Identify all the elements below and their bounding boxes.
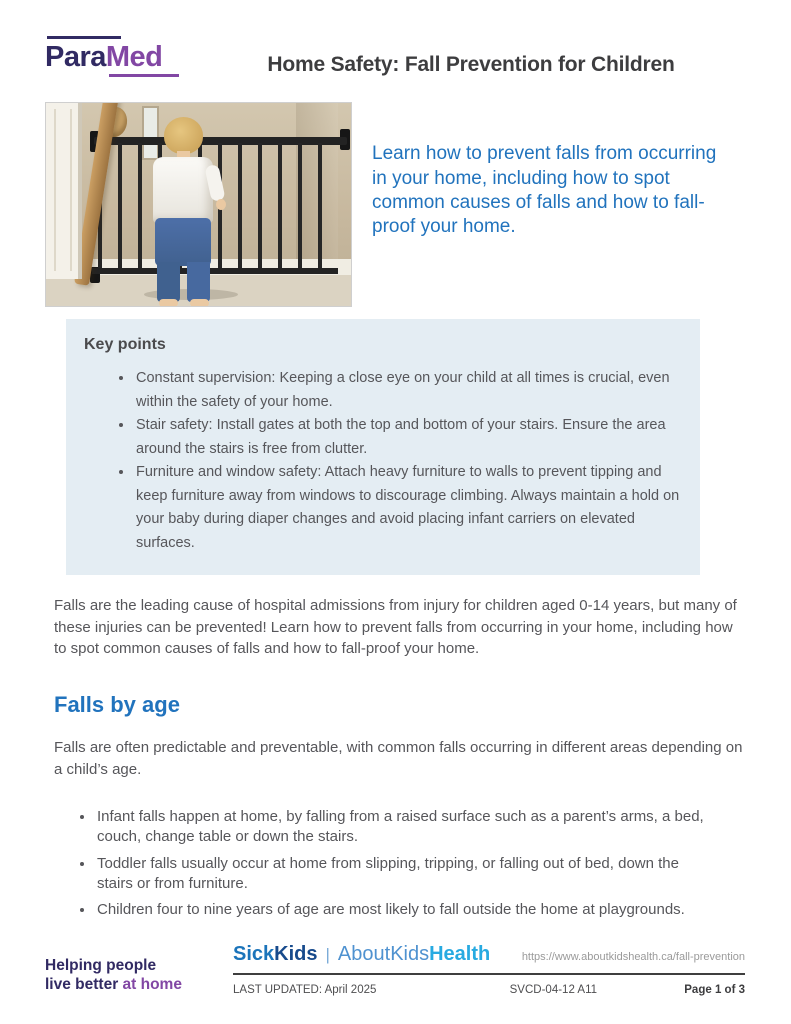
last-updated-text: LAST UPDATED: April 2025 (233, 984, 377, 996)
logo-divider: | (325, 945, 330, 964)
toddler-left-leg (157, 262, 180, 302)
falls-by-age-list (54, 807, 745, 927)
document-code: SVCD-04-12 A11 (509, 984, 598, 996)
page-footer (45, 943, 745, 996)
paramed-logo-text (45, 42, 197, 72)
footer-logo-row (233, 943, 745, 966)
page-number: Page 1 of 3 (684, 984, 745, 996)
logo-bottom-rule (109, 74, 179, 77)
logo-text-med: Med (105, 41, 163, 73)
key-point-item: • Constant supervision: Keeping a close eye on your child at all times is crucial, even within the safety of your home. (134, 367, 686, 414)
door-groove (70, 109, 72, 271)
tagline-line2 (45, 976, 233, 995)
stair-gate-photo (45, 102, 352, 307)
paramed-logo (45, 36, 197, 77)
page-header (45, 36, 745, 77)
key-point-item: • Furniture and window safety: Attach heavy furniture to walls to prevent tipping and keep furniture away from windows to discourage climbing. Always maintain a hold on your baby during diaper changes and avoid placing infant carriers on elevated surfaces. (134, 461, 686, 555)
intro-paragraph: Falls are the leading cause of hospital admissions from injury for children aged 0-14 years, but many of these injuries can be prevented! Learn how to prevent falls from occurring in your home, including how to spot common causes of falls and how to fall-proof your home. (54, 597, 737, 657)
tagline-at-home: at home (122, 976, 182, 994)
key-points-heading: Key points (84, 336, 166, 354)
key-points-list (84, 367, 686, 555)
footer-right-block (233, 943, 745, 996)
akh-logo-health: Health (429, 943, 491, 965)
tagline-live-better: live better (45, 976, 123, 994)
footer-meta-row (233, 984, 745, 996)
footer-rule (233, 973, 745, 975)
logo-top-rule (47, 36, 121, 39)
paramed-tagline (45, 957, 233, 996)
list-item: • Infant falls happen at home, by falling from a raised surface such as a parent’s arms, a bed, couch, change table or down the stairs. (95, 807, 715, 848)
falls-by-age-heading: Falls by age (54, 692, 180, 718)
list-item: • Children four to nine years of age are most likely to fall outside the home at playgrounds. (95, 900, 715, 920)
falls-by-age-paragraph: Falls are often predictable and preventable, with common falls occurring in different areas depending on a child’s age. (54, 739, 743, 778)
toddler-shirt (153, 157, 213, 223)
tagline-line1: Helping people (45, 957, 157, 975)
key-point-item: • Stair safety: Install gates at both the top and bottom of your stairs. Ensure the area around the stairs is free from clutter. (134, 414, 686, 461)
akh-logo-kids: Kids (390, 943, 430, 965)
akh-logo-about: About (337, 943, 391, 965)
sickkids-logo-kids: Kids (274, 943, 318, 965)
toddler-hand (216, 199, 226, 210)
key-points-box (66, 319, 700, 575)
door-groove (54, 109, 56, 271)
toddler-hair (164, 117, 203, 154)
sickkids-aboutkidshealth-logo (233, 943, 490, 966)
toddler-right-foot (190, 299, 209, 307)
logo-text-para: Para (45, 41, 106, 73)
white-door (46, 103, 82, 279)
toddler-right-leg (187, 262, 210, 302)
page-title: Home Safety: Fall Prevention for Children (267, 53, 675, 76)
list-item: • Toddler falls usually occur at home from slipping, tripping, or falling out of bed, down the stairs or from furniture. (95, 854, 715, 895)
toddler-left-foot (159, 299, 178, 307)
toddler-figure (146, 117, 226, 303)
hero-section (45, 102, 745, 307)
toddler-jeans (155, 218, 211, 266)
sickkids-logo-sick: Sick (233, 943, 275, 965)
fall-prevention-url[interactable]: https://www.aboutkidshealth.ca/fall-prevention (521, 951, 745, 963)
intro-text: Learn how to prevent falls from occurring in your home, including how to spot common causes of falls and how to fall-proof your home. (372, 143, 717, 237)
